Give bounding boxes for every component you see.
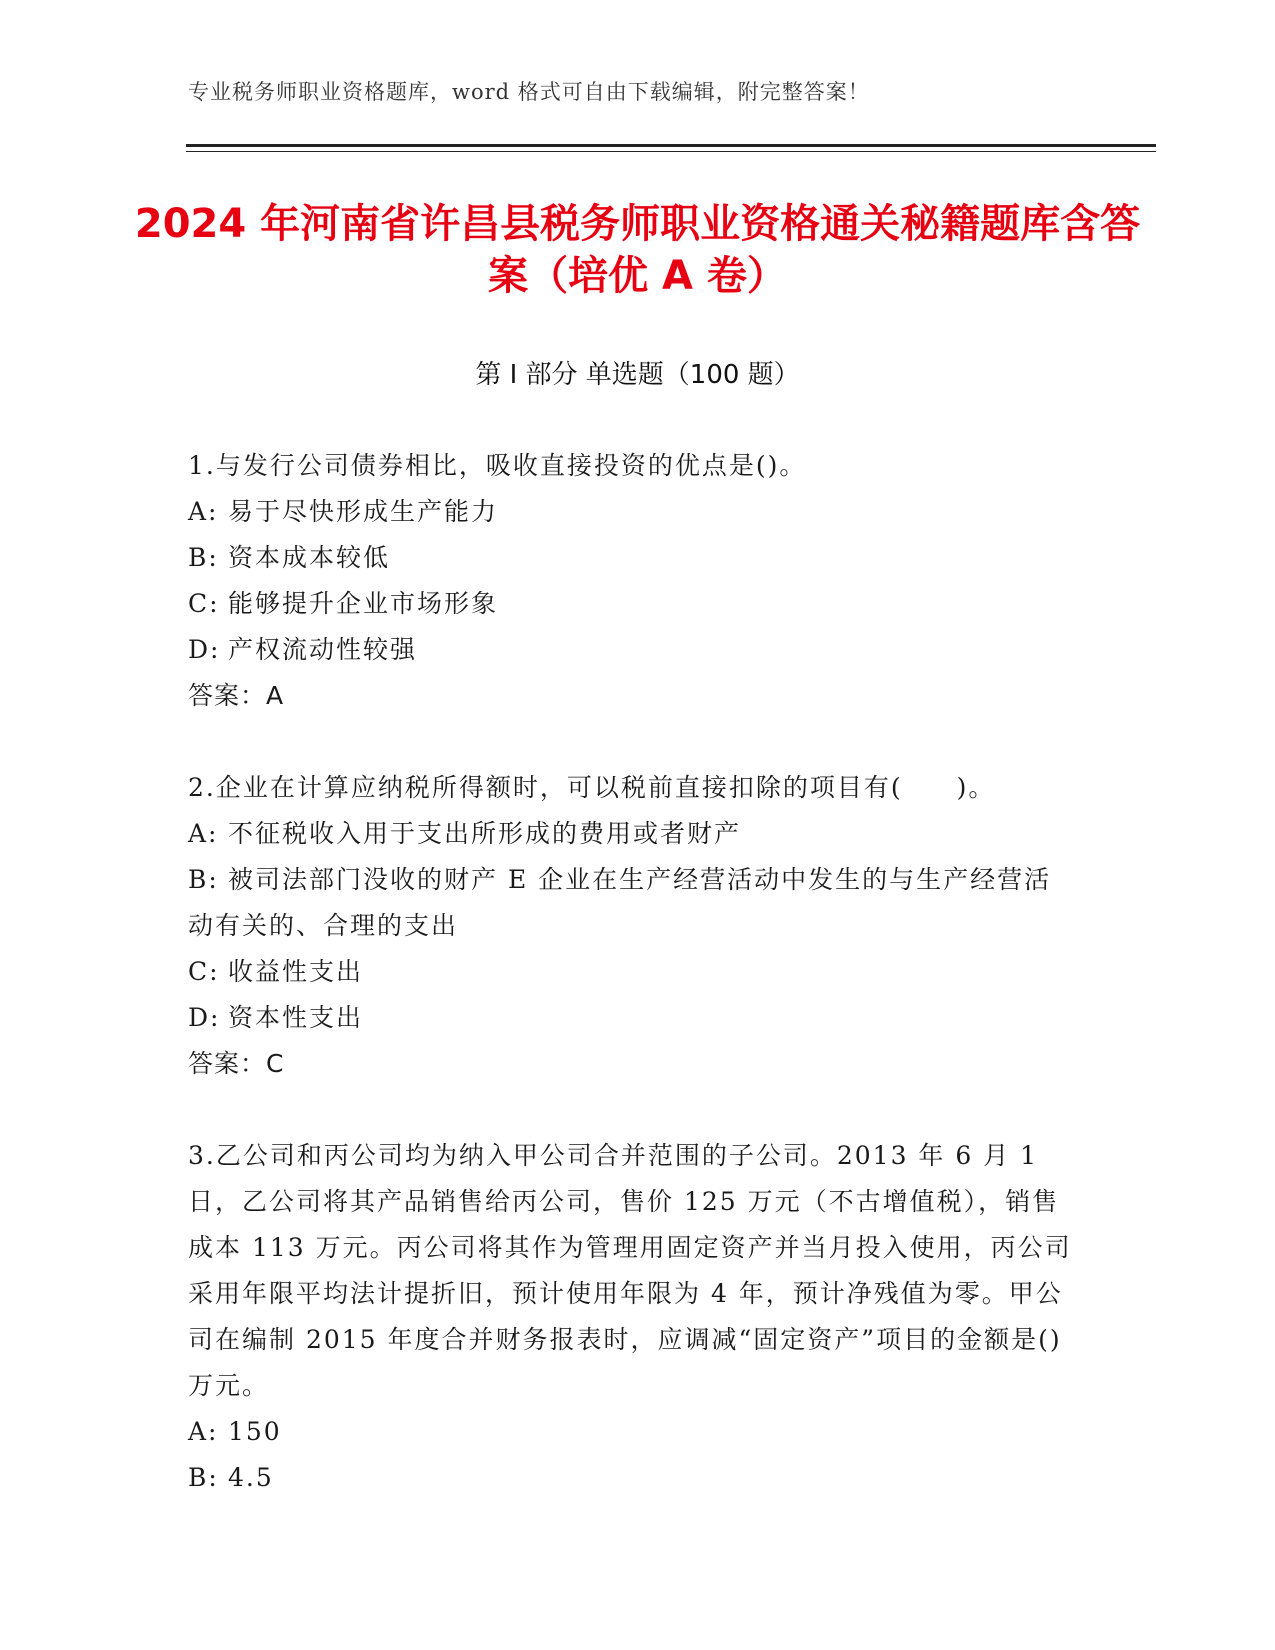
option-text: 资本性支出 bbox=[228, 1003, 364, 1032]
option-text: 4.5 bbox=[228, 1463, 274, 1492]
answer-line: 答案：A bbox=[188, 681, 285, 710]
option-a bbox=[188, 489, 1078, 535]
answer-line: 答案：C bbox=[188, 1049, 285, 1078]
option-letter: C: bbox=[188, 957, 220, 986]
option-b bbox=[188, 857, 1078, 949]
option-a bbox=[188, 1409, 1078, 1455]
question-stem: 3.乙公司和丙公司均为纳入甲公司合并范围的子公司。2013 年 6 月 1 日，乙公司将其产品销售给丙公司，售价 125 万元（不古增值税），销售成本 113 万元。丙公司将其作为管理用固定资产并当月投入使用，丙公司采用年限平均法计提折旧，预计使用年限为 4 年，预计净残值为零。甲公司在编制 2015 年度合并财务报表时，应调减“固定资产”项目的金额是()万元。 bbox=[188, 1141, 1072, 1400]
option-d bbox=[188, 995, 1078, 1041]
option-b bbox=[188, 535, 1078, 581]
option-letter: A: bbox=[188, 1417, 219, 1446]
question-1 bbox=[188, 443, 1078, 719]
option-letter: B: bbox=[188, 543, 219, 572]
option-text: 产权流动性较强 bbox=[228, 635, 418, 664]
question-list bbox=[188, 443, 1078, 1547]
option-letter: A: bbox=[188, 819, 219, 848]
option-text: 150 bbox=[228, 1417, 282, 1446]
option-letter: A: bbox=[188, 497, 219, 526]
question-3 bbox=[188, 1133, 1078, 1501]
option-letter: D: bbox=[188, 1003, 221, 1032]
option-text: 收益性支出 bbox=[228, 957, 364, 986]
header-divider-thick bbox=[186, 144, 1156, 147]
question-stem: 1.与发行公司债券相比，吸收直接投资的优点是()。 bbox=[188, 451, 807, 480]
option-letter: B: bbox=[188, 1463, 219, 1492]
option-c bbox=[188, 581, 1078, 627]
header-divider-thin bbox=[186, 151, 1156, 152]
section-heading: 第 I 部分 单选题（100 题） bbox=[475, 360, 800, 390]
option-d bbox=[188, 627, 1078, 673]
option-c bbox=[188, 949, 1078, 995]
option-text: 资本成本较低 bbox=[228, 543, 391, 572]
option-text: 被司法部门没收的财产 E 企业在生产经营活动中发生的与生产经营活动有关的、合理的支出 bbox=[188, 865, 1052, 940]
question-stem: 2.企业在计算应纳税所得额时，可以税前直接扣除的项目有( )。 bbox=[188, 773, 996, 802]
header-note: 专业税务师职业资格题库，word 格式可自由下载编辑，附完整答案！ bbox=[188, 80, 870, 104]
document-title: 2024 年河南省许昌县税务师职业资格通关秘籍题库含答案（培优 A 卷） bbox=[134, 201, 1141, 299]
option-a bbox=[188, 811, 1078, 857]
option-letter: C: bbox=[188, 589, 220, 618]
option-text: 易于尽快形成生产能力 bbox=[228, 497, 499, 526]
option-text: 能够提升企业市场形象 bbox=[228, 589, 499, 618]
option-letter: D: bbox=[188, 635, 221, 664]
option-letter: B: bbox=[188, 865, 219, 894]
option-text: 不征税收入用于支出所形成的费用或者财产 bbox=[228, 819, 742, 848]
option-b bbox=[188, 1455, 1078, 1501]
question-2 bbox=[188, 765, 1078, 1087]
